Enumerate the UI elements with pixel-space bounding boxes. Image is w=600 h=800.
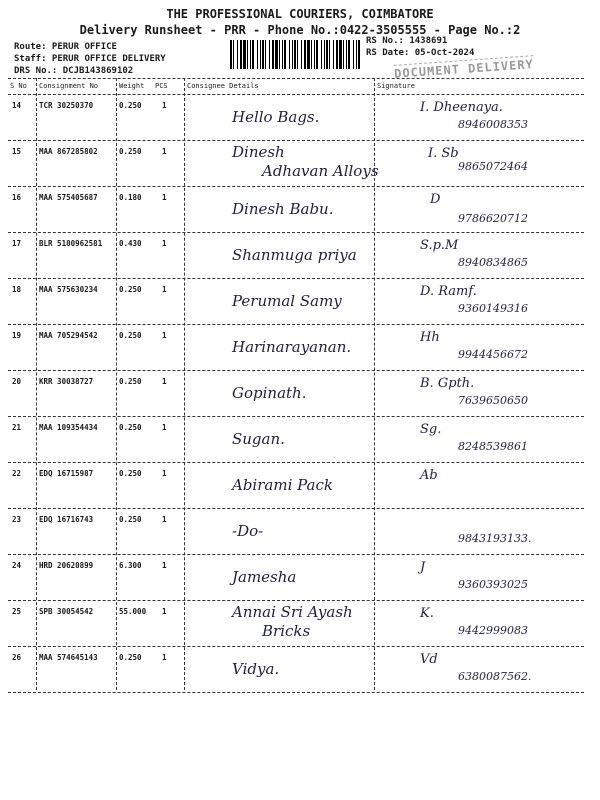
row-pcs: 1	[162, 147, 167, 156]
column-header-consignee: Consignee Details	[187, 82, 259, 90]
row-pcs: 1	[162, 101, 167, 110]
row-consignee: Shanmuga priya	[232, 246, 357, 264]
row-consignment-no: MAA 575630234	[39, 285, 98, 294]
row-consignee: Harinarayanan.	[232, 338, 352, 356]
row-consignee: -Do-	[232, 522, 264, 540]
row-consignee-line1: Annai Sri Ayash	[232, 603, 353, 621]
row-pcs: 1	[162, 193, 167, 202]
row-consignee: Vidya.	[232, 660, 280, 678]
row-divider	[8, 416, 584, 417]
row-consignee: Hello Bags.	[232, 108, 320, 126]
row-pcs: 1	[162, 607, 167, 616]
row-weight: 6.300	[119, 561, 142, 570]
row-phone: 8940834865	[458, 256, 528, 269]
row-weight: 0.250	[119, 147, 142, 156]
row-phone: 9442999083	[458, 624, 528, 637]
row-sno: 25	[12, 607, 22, 616]
row-weight: 0.250	[119, 285, 142, 294]
row-divider	[8, 554, 584, 555]
row-pcs: 1	[162, 285, 167, 294]
row-divider	[8, 324, 584, 325]
row-consignment-no: MAA 867285802	[39, 147, 98, 156]
row-phone: 9843193133.	[458, 532, 532, 545]
row-weight: 0.250	[119, 377, 142, 386]
row-consignment-no: HRD 20620899	[39, 561, 94, 570]
row-sno: 24	[12, 561, 22, 570]
row-pcs: 1	[162, 469, 167, 478]
row-sno: 18	[12, 285, 22, 294]
row-sno: 21	[12, 423, 22, 432]
row-consignee-line1: Dinesh	[232, 143, 285, 161]
row-weight: 0.250	[119, 469, 142, 478]
drs-number: DRS No.: DCJB143869102	[14, 66, 134, 76]
row-signature: J	[420, 560, 426, 575]
row-pcs: 1	[162, 331, 167, 340]
row-signature: Ab	[420, 468, 438, 483]
row-weight: 0.250	[119, 101, 142, 110]
row-consignment-no: SPB 30054542	[39, 607, 94, 616]
row-signature: D. Ramf.	[420, 284, 477, 299]
row-signature: B. Gpth.	[420, 376, 475, 391]
row-divider	[8, 370, 584, 371]
row-phone: 7639650650	[458, 394, 528, 407]
row-weight: 0.430	[119, 239, 142, 248]
row-consignment-no: MAA 574645143	[39, 653, 98, 662]
row-weight: 0.250	[119, 331, 142, 340]
row-divider	[8, 140, 584, 141]
column-header-sno: S No	[10, 82, 27, 90]
route-label: Route: PERUR OFFICE	[14, 42, 117, 52]
row-phone: 8248539861	[458, 440, 528, 453]
row-signature: S.p.M	[420, 238, 459, 253]
row-signature: Hh	[420, 330, 440, 345]
row-pcs: 1	[162, 515, 167, 524]
row-divider	[8, 600, 584, 601]
row-phone: 8946008353	[458, 118, 528, 131]
row-consignee: Bricks	[262, 622, 311, 640]
row-pcs: 1	[162, 423, 167, 432]
row-divider	[8, 646, 584, 647]
row-pcs: 1	[162, 377, 167, 386]
row-divider	[8, 232, 584, 233]
column-header-pcs: PCS	[155, 82, 168, 90]
row-phone: 9865072464	[458, 160, 528, 173]
row-consignment-no: TCR 30250370	[39, 101, 94, 110]
row-signature: I. Sb	[428, 146, 459, 161]
row-consignee: Sugan.	[232, 430, 285, 448]
row-consignment-no: MAA 705294542	[39, 331, 98, 340]
row-weight: 0.250	[119, 423, 142, 432]
row-weight: 0.250	[119, 515, 142, 524]
row-signature: Sg.	[420, 422, 442, 437]
row-sno: 26	[12, 653, 22, 662]
rs-date: RS Date: 05-Oct-2024	[366, 48, 475, 58]
row-signature: K.	[420, 606, 434, 621]
row-consignment-no: MAA 109354434	[39, 423, 98, 432]
row-consignee: Gopinath.	[232, 384, 307, 402]
row-pcs: 1	[162, 653, 167, 662]
row-weight: 0.250	[119, 653, 142, 662]
column-header-consignment: Consignment No	[39, 82, 99, 90]
row-divider	[8, 462, 584, 463]
row-consignee: Perumal Samy	[232, 292, 342, 310]
row-consignment-no: MAA 575405687	[39, 193, 98, 202]
row-sno: 20	[12, 377, 22, 386]
row-consignee: Dinesh Babu.	[232, 200, 334, 218]
row-weight: 0.180	[119, 193, 142, 202]
barcode-image	[230, 40, 360, 69]
row-sno: 15	[12, 147, 22, 156]
row-signature: Vd	[420, 652, 438, 667]
row-divider	[8, 278, 584, 279]
column-header-weight: Weight	[119, 82, 145, 90]
row-phone: 9360149316	[458, 302, 528, 315]
row-phone: 6380087562.	[458, 670, 532, 683]
column-header-signature: Signature	[377, 82, 415, 90]
row-sno: 16	[12, 193, 22, 202]
row-divider	[8, 692, 584, 693]
company-title: THE PROFESSIONAL COURIERS, COIMBATORE	[166, 7, 434, 21]
row-sno: 23	[12, 515, 22, 524]
row-consignment-no: KRR 30038727	[39, 377, 94, 386]
row-phone: 9944456672	[458, 348, 528, 361]
staff-label: Staff: PERUR OFFICE DELIVERY	[14, 54, 166, 64]
row-consignee: Abirami Pack	[232, 476, 333, 494]
row-sno: 22	[12, 469, 22, 478]
row-pcs: 1	[162, 561, 167, 570]
row-signature: I. Dheenaya.	[420, 100, 503, 115]
document-delivery-stamp: DOCUMENT DELIVERY	[393, 57, 535, 81]
row-divider	[8, 186, 584, 187]
row-phone: 9786620712	[458, 212, 528, 225]
row-sno: 19	[12, 331, 22, 340]
row-consignee: Jamesha	[232, 568, 297, 586]
row-phone: 9360393025	[458, 578, 528, 591]
rs-number: RS No.: 1438691	[366, 36, 448, 46]
row-sno: 17	[12, 239, 22, 248]
row-consignment-no: BLR 5100962581	[39, 239, 103, 248]
row-pcs: 1	[162, 239, 167, 248]
row-consignment-no: EDQ 16716743	[39, 515, 94, 524]
row-divider	[8, 508, 584, 509]
row-weight: 55.000	[119, 607, 147, 616]
row-consignee: Adhavan Alloys	[262, 162, 379, 180]
runsheet-title: Delivery Runsheet - PRR - Phone No.:0422-3505555 - Page No.:2	[79, 23, 521, 37]
row-sno: 14	[12, 101, 22, 110]
row-signature: D	[430, 192, 441, 207]
row-consignment-no: EDQ 16715987	[39, 469, 94, 478]
